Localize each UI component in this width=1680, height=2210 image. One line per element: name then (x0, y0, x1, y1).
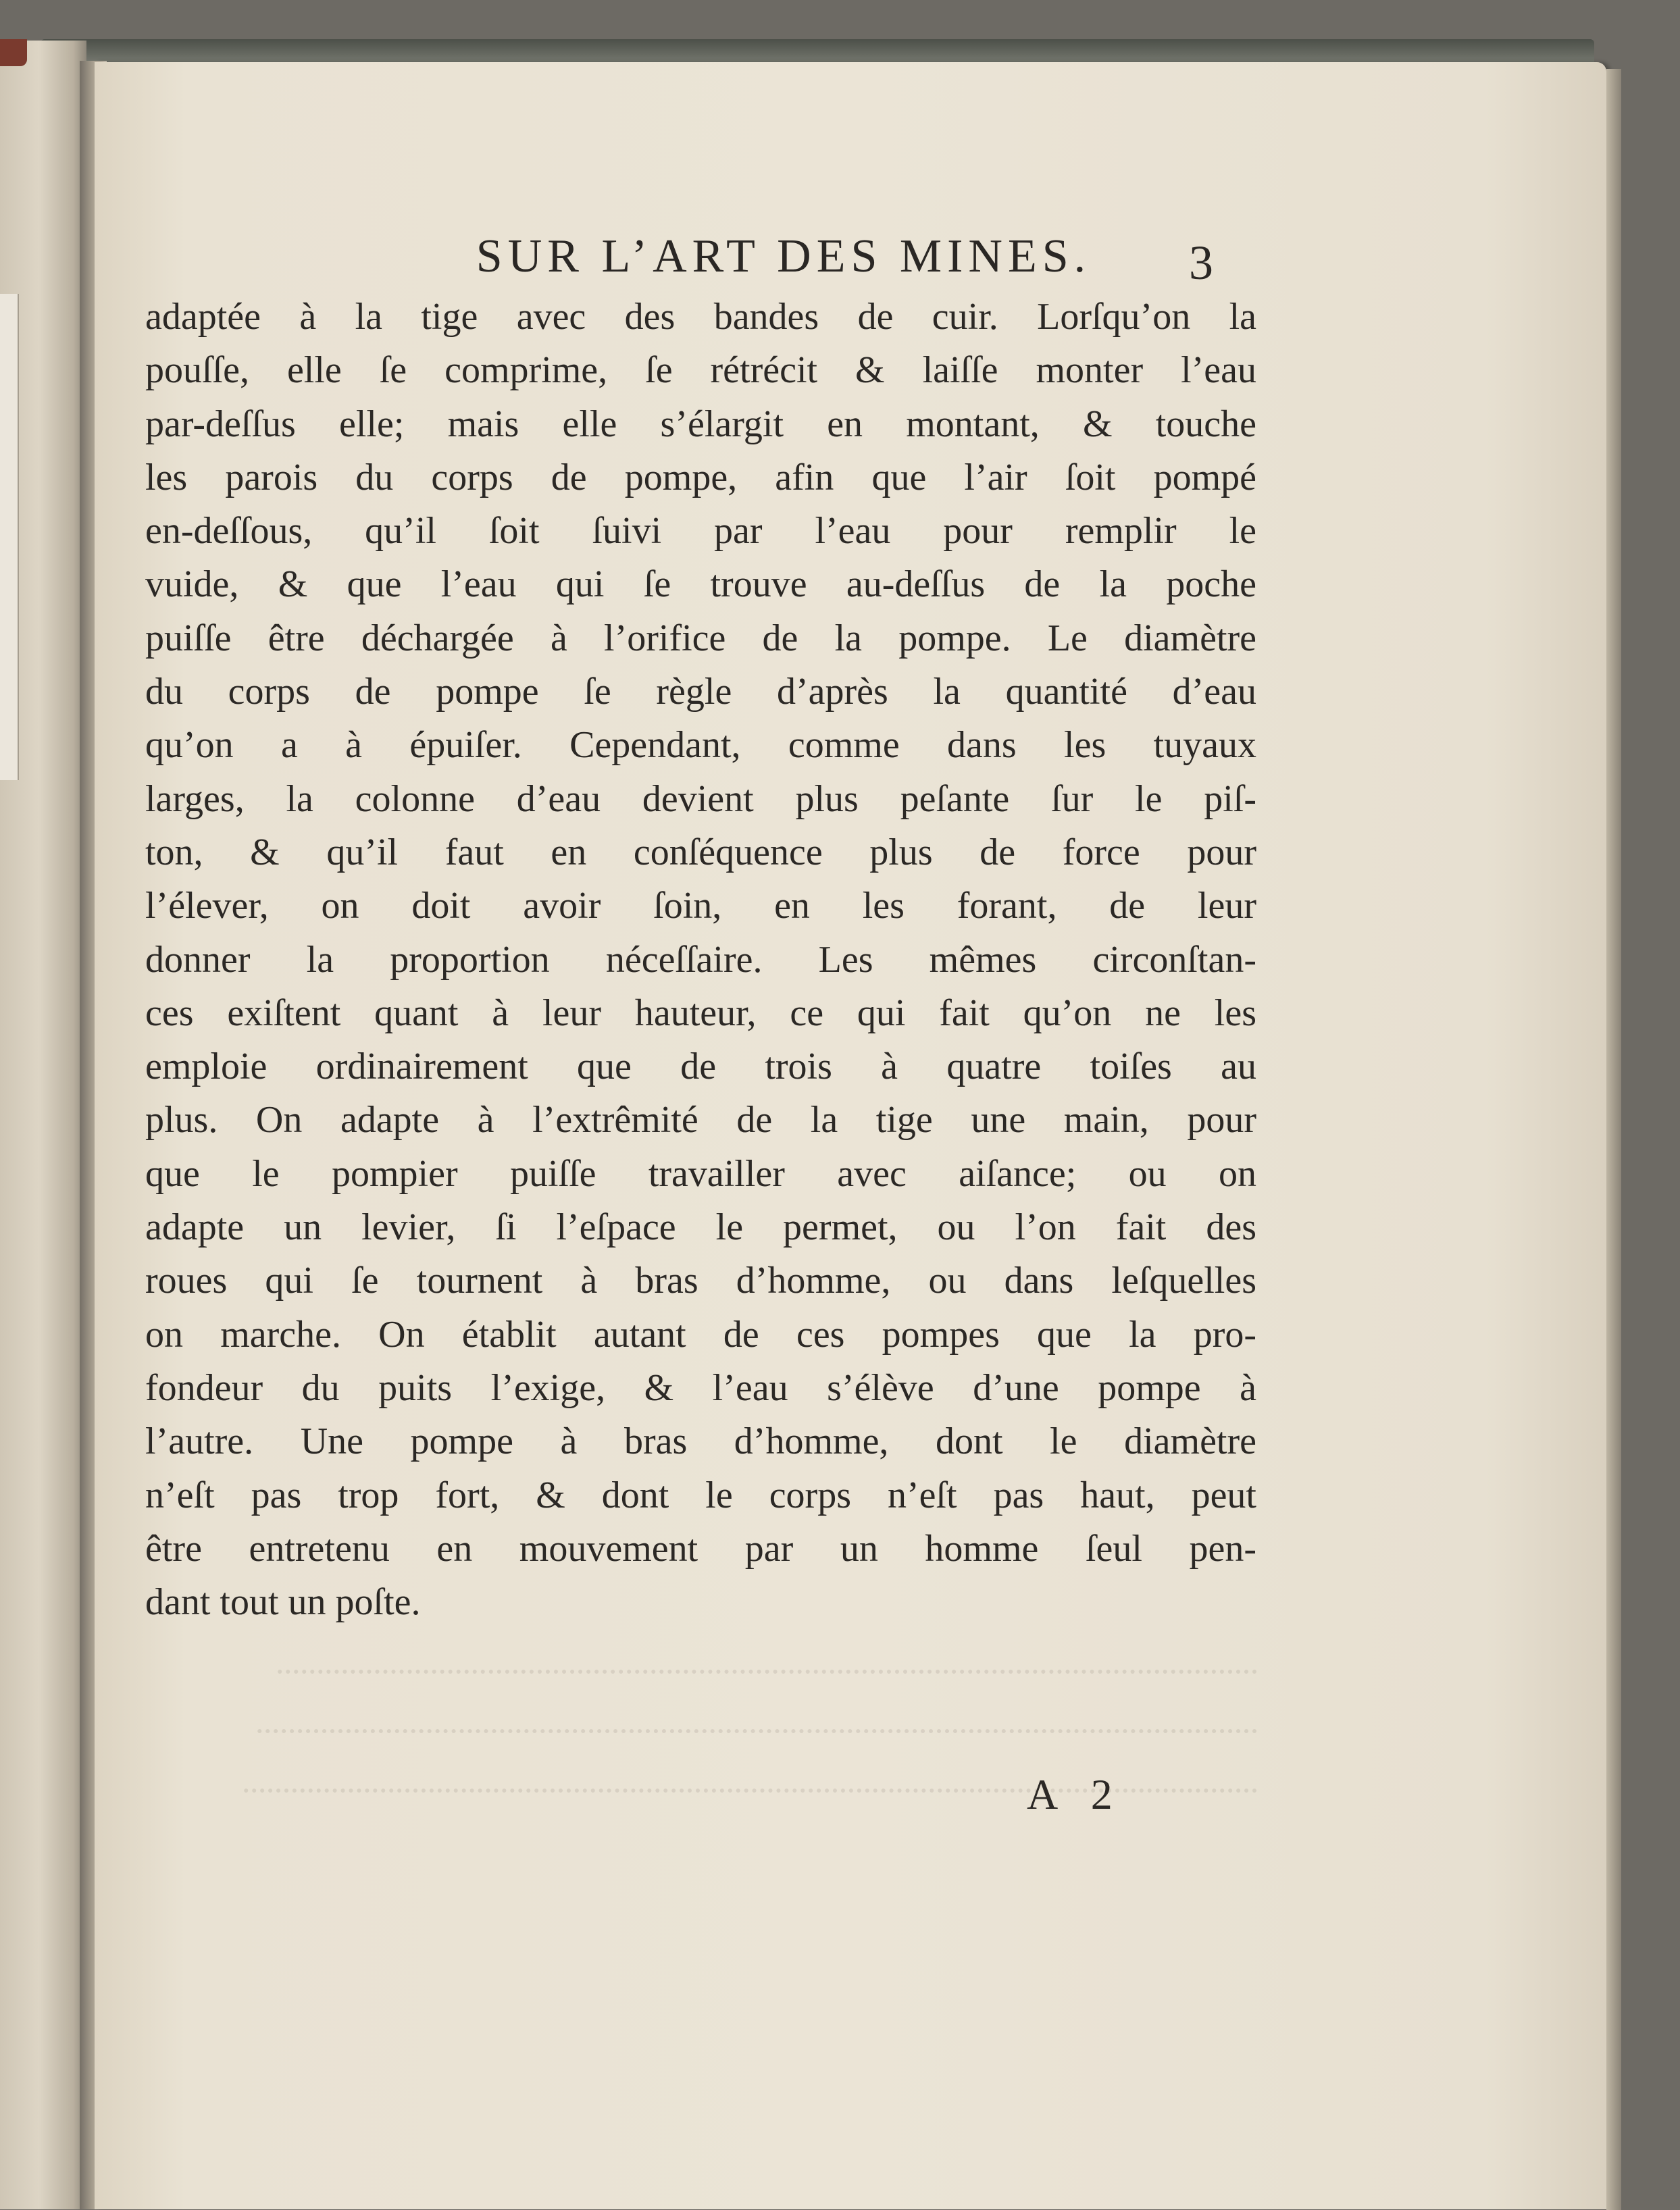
text-line: l’autre. Une pompe à bras d’homme, dont le diamètre (145, 1420, 1256, 1463)
show-through-texture (243, 1614, 1256, 1793)
text-line: dant tout un poſte. (145, 1581, 421, 1624)
text-line: donner la proportion néceſſaire. Les mêmes circonſtan- (145, 938, 1256, 981)
text-line: fondeur du puits l’exige, & l’eau s’élève d’une pompe à (145, 1366, 1256, 1409)
page-fore-edge (1606, 69, 1621, 2210)
text-line: les parois du corps de pompe, afin que l’air ſoit pompé (145, 456, 1256, 498)
text-line: larges, la colonne d’eau devient plus peſante ſur le piſ- (145, 777, 1256, 820)
text-line: roues qui ſe tournent à bras d’homme, ou dans leſquelles (145, 1260, 1256, 1302)
text-line: adapte un levier, ſi l’eſpace le permet, ou l’on fait des (145, 1206, 1256, 1249)
text-line: du corps de pompe ſe règle d’après la quantité d’eau (145, 671, 1256, 713)
text-line: puiſſe être déchargée à l’orifice de la pompe. Le diamètre (145, 617, 1256, 659)
text-line: on marche. On établit autant de ces pompes que la pro- (145, 1313, 1256, 1356)
text-line: vuide, & que l’eau qui ſe trouve au-deſſus de la poche (145, 563, 1256, 606)
text-line: plus. On adapte à l’extrêmité de la tige une main, pour (145, 1099, 1256, 1141)
facing-page-tab (0, 294, 19, 780)
text-line: n’eſt pas trop fort, & dont le corps n’eſt pas haut, peut (145, 1474, 1256, 1516)
text-line: ces exiſtent quant à leur hauteur, ce qui fait qu’on ne les (145, 992, 1256, 1034)
page-body-text (145, 290, 1256, 1629)
text-line: être entretenu en mouvement par un homme ſeul pen- (145, 1527, 1256, 1570)
facing-page-left (0, 41, 86, 2209)
book-corner (0, 39, 27, 66)
text-line: adaptée à la tige avec des bandes de cuir. Lorſqu’on la (145, 296, 1256, 338)
text-line: l’élever, on doit avoir ſoin, en les forant, de leur (145, 885, 1256, 927)
text-line: qu’on a à épuiſer. Cependant, comme dans les tuyaux (145, 724, 1256, 767)
text-line: que le pompier puiſſe travailler avec aiſance; ou on (145, 1152, 1256, 1195)
text-line: pouſſe, elle ſe comprime, ſe rétrécit & laiſſe monter l’eau (145, 349, 1256, 392)
text-line: en-deſſous, qu’il ſoit ſuivi par l’eau pour remplir le (145, 510, 1256, 552)
text-line: emploie ordinairement que de trois à quatre toiſes au (145, 1046, 1256, 1088)
page-number: 3 (1189, 236, 1213, 290)
running-title: SUR L’ART DES MINES. (476, 230, 1092, 282)
text-line: ton, & qu’il faut en conſéquence plus de force pour (145, 831, 1256, 873)
signature-mark: A 2 (1027, 1770, 1125, 1818)
text-line: par-deſſus elle; mais elle s’élargit en montant, & touche (145, 403, 1256, 445)
